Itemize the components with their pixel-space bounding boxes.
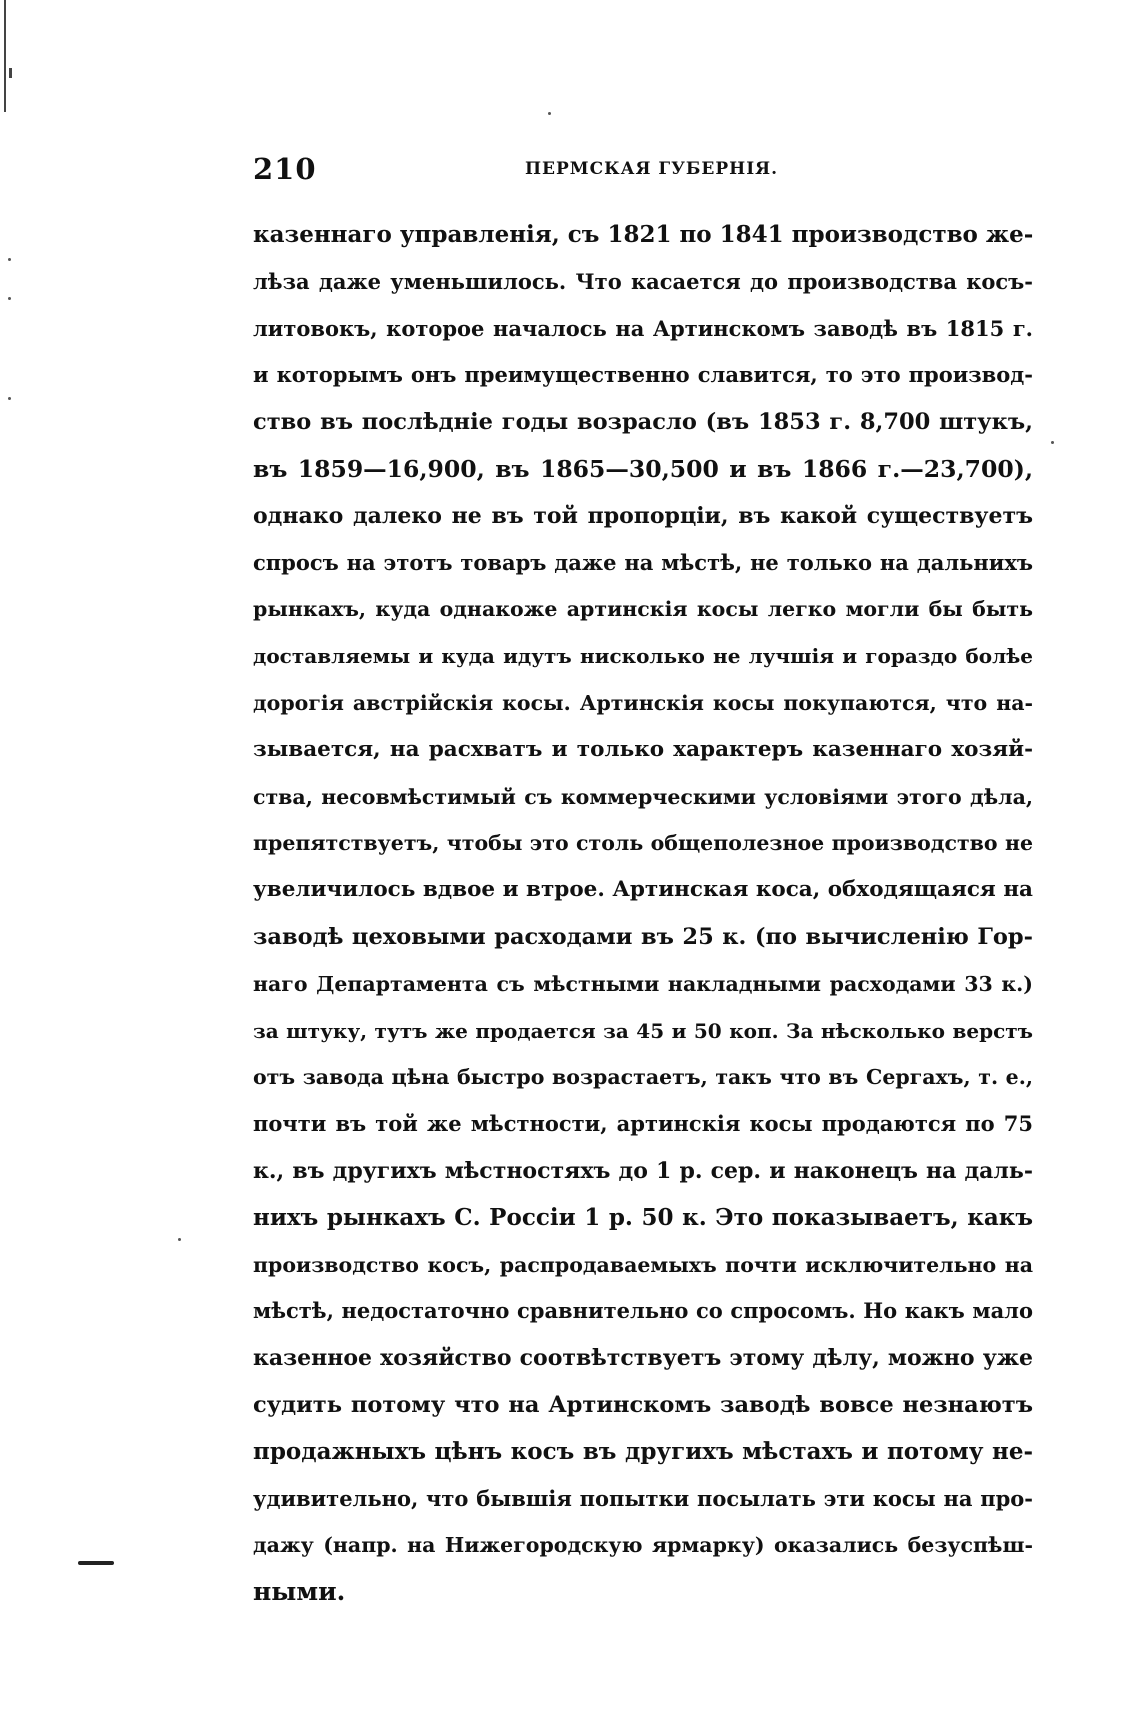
text-line: продажныхъ цѣнъ косъ въ другихъ мѣстахъ и потому не- — [253, 1437, 1033, 1465]
text-line: отъ завода цѣна быстро возрастаетъ, такъ что въ Сергахъ, т. е., — [253, 1065, 1033, 1090]
text-line: казеннаго управленія, съ 1821 по 1841 производство же- — [253, 221, 1033, 248]
text-line: препятствуетъ, чтобы это столь общеполезное производство не — [253, 831, 1033, 856]
page-number: 210 — [253, 152, 317, 186]
text-line: ными. — [253, 1577, 346, 1607]
text-line: ства, несовмѣстимый съ коммерческими условіями этого дѣла, — [253, 784, 1033, 809]
scan-speck — [178, 1238, 181, 1241]
text-line: рынкахъ, куда однакоже артинскія косы легко могли бы быть — [253, 597, 1033, 622]
text-line: судить потому что на Артинскомъ заводѣ вовсе незнаютъ — [253, 1391, 1033, 1418]
body-text — [253, 212, 1033, 1616]
text-line: удивительно, что бывшія попытки посылать эти косы на про- — [253, 1485, 1033, 1511]
text-line: увеличилось вдвое и втрое. Артинская коса, обходящаяся на — [253, 877, 1033, 903]
text-line: нихъ рынкахъ С. Россіи 1 р. 50 к. Это показываетъ, какъ — [253, 1203, 1033, 1231]
text-line: за штуку, тутъ же продается за 45 и 50 коп. За нѣсколько верстъ — [253, 1018, 1033, 1043]
text-line: казенное хозяйство соотвѣтствуетъ этому дѣлу, можно уже — [253, 1345, 1033, 1372]
scan-speck — [1051, 441, 1054, 444]
scan-dash-mark — [78, 1561, 114, 1565]
text-line: однако далеко не въ той пропорціи, въ какой существуетъ — [253, 502, 1033, 529]
text-line: производство косъ, распродаваемыхъ почти исключительно на — [253, 1252, 1033, 1277]
text-line: дорогія австрійскія косы. Артинскія косы покупаются, что на- — [253, 690, 1033, 715]
text-line: к., въ другихъ мѣстностяхъ до 1 р. сер. и наконецъ на даль- — [253, 1157, 1033, 1184]
text-line: наго Департамента съ мѣстными накладными расходами 33 к.) — [253, 971, 1033, 996]
scan-speck — [548, 112, 551, 115]
text-line: лѣза даже уменьшилось. Что касается до производства косъ- — [253, 268, 1033, 294]
running-title: ПЕРМСКАЯ ГУБЕРНІЯ. — [525, 159, 779, 179]
text-line: литовокъ, которое началось на Артинскомъ заводѣ въ 1815 г. — [253, 315, 1033, 341]
text-line: въ 1859—16,900, въ 1865—30,500 и въ 1866 г.—23,700), — [253, 454, 1033, 483]
text-line: заводѣ цеховыми расходами въ 25 к. (по вычисленію Гор- — [253, 923, 1033, 950]
text-line: доставляемы и куда идутъ нисколько не лучшія и гораздо болѣе — [253, 644, 1033, 669]
text-line: мѣстѣ, недостаточно сравнительно со спросомъ. Но какъ мало — [253, 1298, 1033, 1324]
text-line: зывается, на расхватъ и только характеръ казеннаго хозяй- — [253, 736, 1033, 762]
text-line: дажу (напр. на Нижегородскую ярмарку) оказались безуспѣш- — [253, 1533, 1033, 1558]
scan-edge-mark — [4, 0, 6, 112]
scan-speck — [8, 258, 11, 261]
text-line: ство въ послѣдніе годы возрасло (въ 1853 г. 8,700 штукъ, — [253, 409, 1033, 436]
scan-speck — [8, 297, 11, 300]
scan-edge-mark — [9, 68, 12, 78]
text-line: спросъ на этотъ товаръ даже на мѣстѣ, не только на дальнихъ — [253, 549, 1033, 575]
scan-speck — [8, 397, 11, 400]
text-line: и которымъ онъ преимущественно славится, то это производ- — [253, 362, 1033, 388]
text-line: почти въ той же мѣстности, артинскія косы продаются по 75 — [253, 1111, 1033, 1137]
page-header — [253, 152, 1033, 192]
